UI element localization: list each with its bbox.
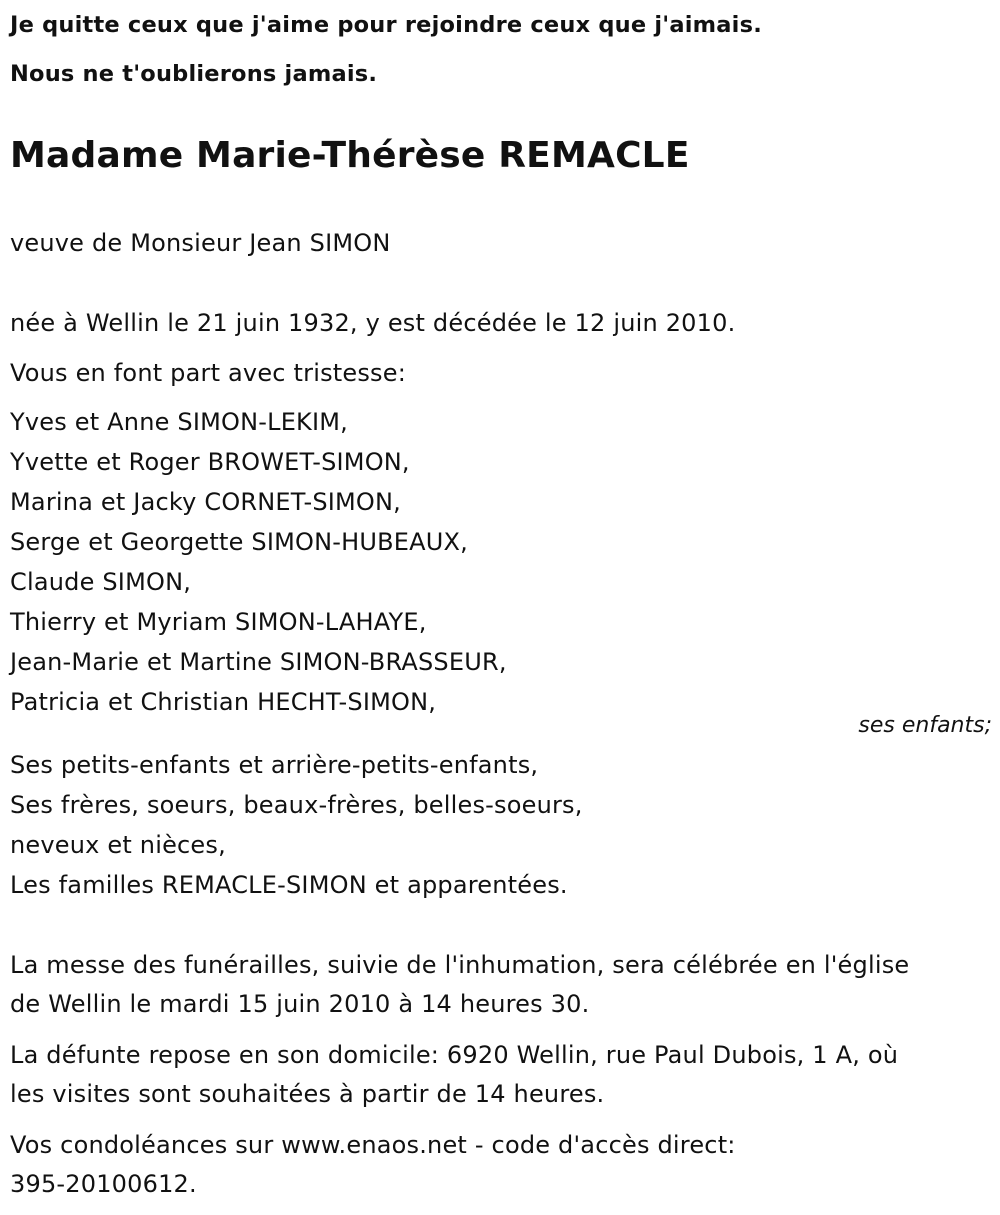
list-item: Yves et Anne SIMON-LEKIM, (10, 408, 349, 436)
deceased-name: Madame Marie-Thérèse REMACLE (10, 135, 690, 176)
children-label: ses enfants; (858, 713, 992, 738)
epitaph-line-1: Je quitte ceux que j'aime pour rejoindre ceux que j'aimais. (10, 12, 762, 38)
list-item: neveux et nièces, (10, 831, 226, 859)
list-item: Ses petits-enfants et arrière-petits-enfants, (10, 751, 539, 779)
funeral-info-line-1: La messe des funérailles, suivie de l'inhumation, sera célébrée en l'église (10, 951, 910, 979)
birth-death-dates: née à Wellin le 21 juin 1932, y est décédée le 12 juin 2010. (10, 309, 736, 337)
list-item: Yvette et Roger BROWET-SIMON, (10, 448, 410, 476)
list-item: Marina et Jacky CORNET-SIMON, (10, 488, 402, 516)
epitaph-line-2: Nous ne t'oublierons jamais. (10, 61, 378, 87)
funeral-info-line-2: de Wellin le mardi 15 juin 2010 à 14 heures 30. (10, 990, 590, 1018)
list-item: Ses frères, soeurs, beaux-frères, belles-soeurs, (10, 791, 583, 819)
rest-info-line-2: les visites sont souhaitées à partir de 14 heures. (10, 1080, 605, 1108)
list-item: Les familles REMACLE-SIMON et apparentées. (10, 871, 568, 899)
list-item: Jean-Marie et Martine SIMON-BRASSEUR, (10, 648, 507, 676)
children-list (10, 402, 507, 722)
condolences-line-2: 395-20100612. (10, 1170, 197, 1198)
list-item: Serge et Georgette SIMON-HUBEAUX, (10, 528, 469, 556)
widow-of: veuve de Monsieur Jean SIMON (10, 229, 391, 257)
list-item: Thierry et Myriam SIMON-LAHAYE, (10, 608, 427, 636)
list-item: Patricia et Christian HECHT-SIMON, (10, 688, 437, 716)
condolences-line-1: Vos condoléances sur www.enaos.net - code d'accès direct: (10, 1131, 736, 1159)
announcement-intro: Vous en font part avec tristesse: (10, 359, 407, 387)
list-item: Claude SIMON, (10, 568, 192, 596)
rest-info-line-1: La défunte repose en son domicile: 6920 Wellin, rue Paul Dubois, 1 A, où (10, 1041, 899, 1069)
family-list (10, 745, 583, 905)
obituary-notice (10, 0, 992, 1215)
